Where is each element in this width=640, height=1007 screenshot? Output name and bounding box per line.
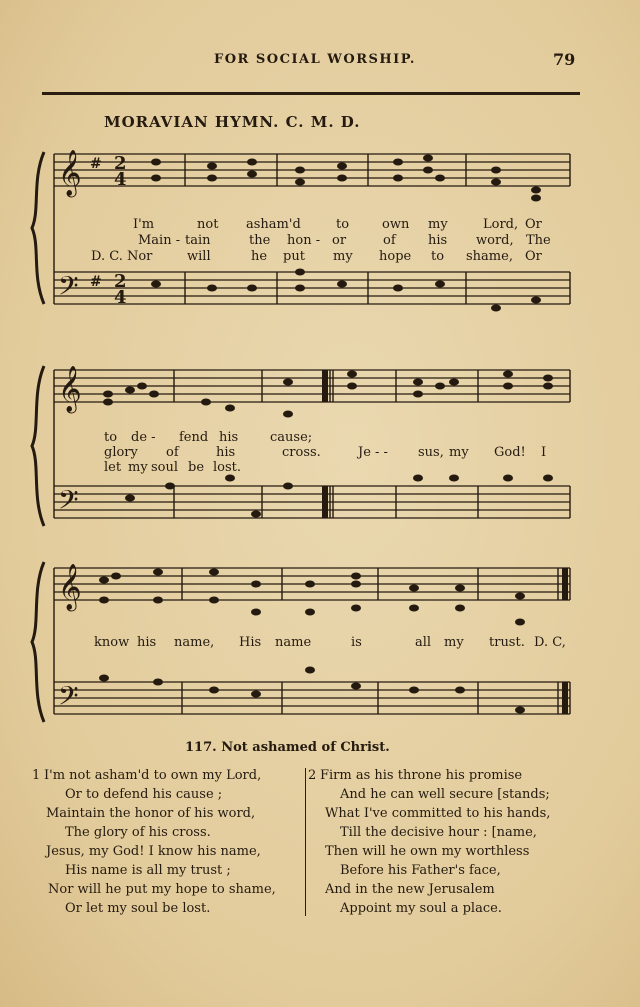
- lyric-word: of: [166, 445, 179, 460]
- lyric-word: of: [383, 233, 396, 248]
- lyric-word: I'm: [133, 217, 155, 232]
- svg-text:𝄢: 𝄢: [58, 680, 79, 718]
- verse-line: His name is all my trust ;: [65, 863, 231, 878]
- lyric-word: is: [351, 635, 362, 650]
- svg-text:4: 4: [114, 169, 127, 190]
- lyric-word: all: [415, 635, 432, 650]
- lyric-word: my: [428, 217, 448, 232]
- lyric-word: to: [431, 249, 445, 264]
- lyric-word: Je - -: [358, 445, 388, 460]
- svg-text:𝄢: 𝄢: [58, 484, 79, 522]
- verse-line: Or let my soul be lost.: [65, 901, 211, 916]
- lyric-word: his: [428, 233, 448, 248]
- svg-text:#: #: [90, 274, 102, 290]
- lyric-word: lost.: [213, 460, 242, 475]
- verse-line: And he can well secure [stands;: [340, 787, 550, 802]
- lyric-word: to: [104, 430, 118, 445]
- verse-line: Maintain the honor of his word,: [46, 806, 256, 821]
- lyric-word: name,: [174, 635, 215, 650]
- svg-text:#: #: [90, 156, 102, 172]
- verse-number: 1: [32, 768, 41, 783]
- lyric-word: his: [219, 430, 239, 445]
- lyric-word: word,: [476, 233, 514, 248]
- lyric-word: D. C,: [534, 635, 566, 650]
- lyric-word: his: [216, 445, 236, 460]
- svg-text:4: 4: [114, 287, 127, 308]
- verse-line: Then will he own my worthless: [325, 844, 530, 859]
- lyric-word: hon -: [287, 233, 321, 248]
- lyric-word: own: [382, 217, 410, 232]
- verse-line: Before his Father's face,: [340, 863, 501, 878]
- lyric-word: put: [283, 249, 305, 264]
- lyric-word: cause;: [270, 430, 313, 445]
- lyric-word: asham'd: [246, 217, 301, 232]
- lyric-word: I: [541, 445, 547, 460]
- lyric-word: the: [249, 233, 271, 248]
- lyric-word: not: [197, 217, 219, 232]
- lyric-word: my: [444, 635, 464, 650]
- lyric-word: name: [275, 635, 312, 650]
- verse-line: What I've committed to his hands,: [325, 806, 551, 821]
- verse-line: The glory of his cross.: [65, 825, 211, 840]
- lyric-word: my: [449, 445, 469, 460]
- lyric-word: hope: [379, 249, 412, 264]
- svg-text:𝄞: 𝄞: [58, 564, 82, 610]
- svg-text:𝄢: 𝄢: [58, 270, 79, 308]
- lyric-word: glory: [104, 445, 138, 460]
- lyric-word: Or: [525, 249, 542, 264]
- verse-line: Firm as his throne his promise: [320, 768, 523, 783]
- lyric-word: my: [333, 249, 353, 264]
- verse-line: And in the new Jerusalem: [325, 882, 495, 897]
- verse-line: Appoint my soul a place.: [340, 901, 502, 916]
- lyric-word: let: [104, 460, 122, 475]
- lyric-word: D. C. Nor: [91, 249, 153, 264]
- verse-number: 2: [308, 768, 317, 783]
- svg-text:𝄞: 𝄞: [58, 150, 82, 196]
- lyric-word: be: [188, 460, 205, 475]
- lyric-word: he: [251, 249, 268, 264]
- lyric-word: trust.: [489, 635, 525, 650]
- lyric-word: His: [239, 635, 262, 650]
- verse-line: Nor will he put my hope to shame,: [48, 882, 276, 897]
- verse-line: Jesus, my God! I know his name,: [46, 844, 261, 859]
- lyric-word: my: [128, 460, 148, 475]
- verse-line: Till the decisive hour : [name,: [340, 825, 537, 840]
- lyric-word: soul: [151, 460, 179, 475]
- lyric-word: know: [94, 635, 130, 650]
- svg-text:𝄞: 𝄞: [58, 366, 82, 412]
- verse-line: I'm not asham'd to own my Lord,: [44, 768, 262, 783]
- verse-line: Or to defend his cause ;: [65, 787, 223, 802]
- lyric-word: cross.: [282, 445, 321, 460]
- lyric-word: God!: [494, 445, 526, 460]
- lyric-word: tain: [185, 233, 211, 248]
- svg-text:2: 2: [114, 271, 127, 292]
- tune-title: MORAVIAN HYMN. C. M. D.: [104, 113, 361, 131]
- running-head: FOR SOCIAL WORSHIP.: [214, 52, 416, 67]
- lyric-word: fend: [179, 430, 209, 445]
- header-rule: [42, 92, 580, 95]
- lyric-word: to: [336, 217, 350, 232]
- lyric-word: or: [332, 233, 347, 248]
- page-number: 79: [553, 50, 576, 69]
- lyric-word: de -: [131, 430, 156, 445]
- svg-text:2: 2: [114, 153, 127, 174]
- lyric-word: his: [137, 635, 157, 650]
- lyric-word: will: [187, 249, 211, 264]
- lyric-word: shame,: [466, 249, 513, 264]
- lyric-word: Main -: [138, 233, 181, 248]
- lyric-word: The: [526, 233, 551, 248]
- column-divider: [305, 768, 306, 916]
- hymn-title: 117. Not ashamed of Christ.: [185, 740, 390, 755]
- lyric-word: Lord,: [483, 217, 519, 232]
- lyric-word: sus,: [418, 445, 444, 460]
- lyric-word: Or: [525, 217, 542, 232]
